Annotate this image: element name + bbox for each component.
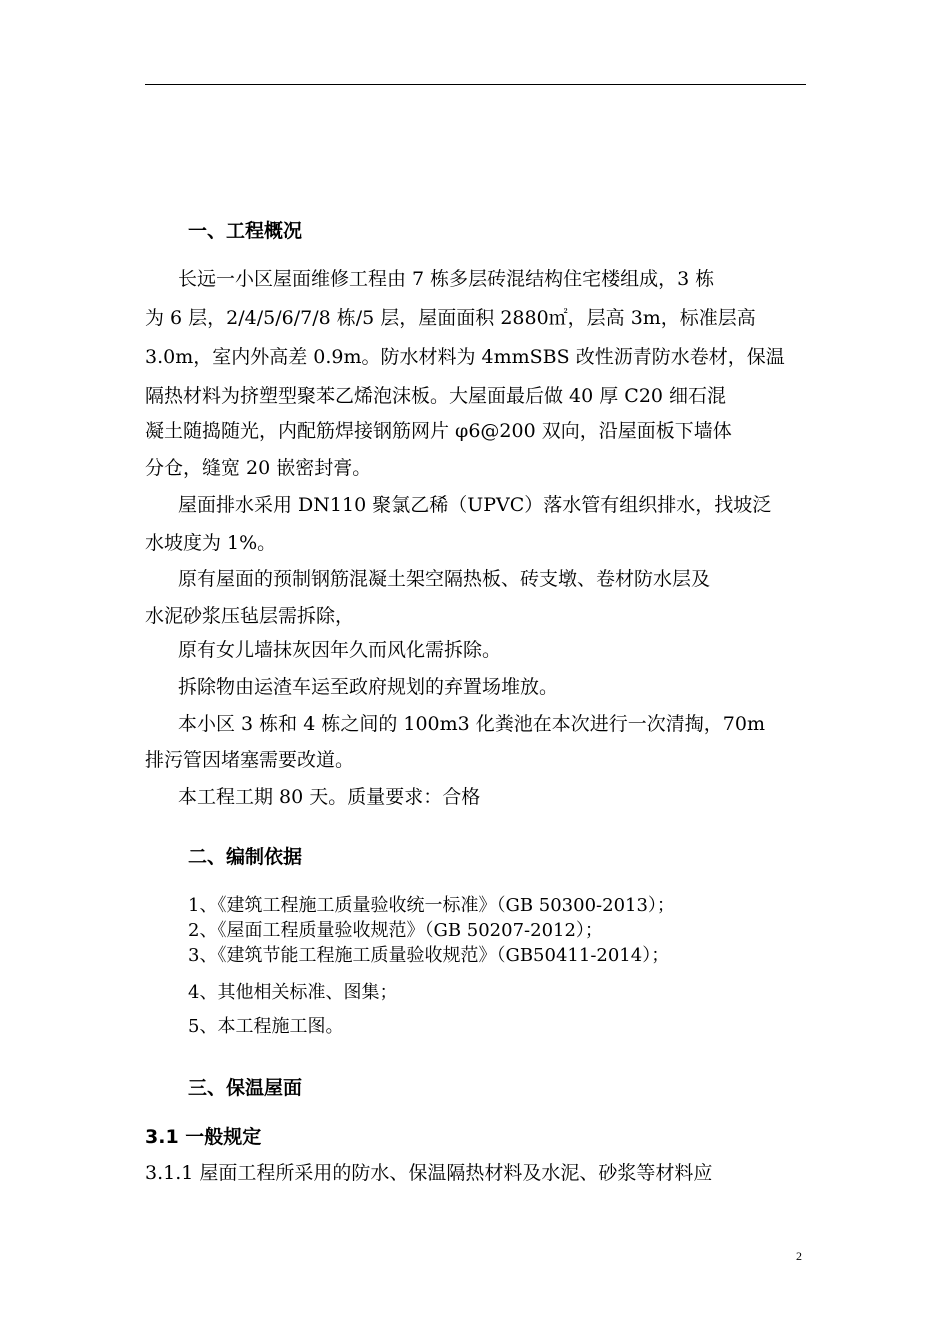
reference-item: 3、《建筑节能工程施工质量验收规范》（GB50411-2014）； — [188, 945, 670, 966]
paragraph-line: 本小区 3 栋和 4 栋之间的 100m3 化粪池在本次进行一次清掏，70m — [178, 713, 765, 735]
paragraph-line: 凝土随捣随光，内配筋焊接钢筋网片 φ6@200 双向，沿屋面板下墙体 — [145, 420, 732, 442]
paragraph-line: 分仓，缝宽 20 嵌密封膏。 — [145, 457, 372, 479]
paragraph-line: 水泥砂浆压毡层需拆除， — [145, 605, 355, 627]
header-rule — [145, 84, 806, 85]
paragraph-line: 为 6 层，2/4/5/6/7/8 栋/5 层，屋面面积 2880㎡，层高 3m，标准层高 — [145, 307, 756, 329]
paragraph-line: 原有屋面的预制钢筋混凝土架空隔热板、砖支墩、卷材防水层及 — [178, 568, 711, 590]
paragraph-line: 原有女儿墙抹灰因年久而风化需拆除。 — [178, 639, 502, 661]
section-3-heading: 三、保温屋面 — [188, 1077, 303, 1099]
reference-item: 5、本工程施工图。 — [188, 1016, 344, 1037]
paragraph-line: 水坡度为 1%。 — [145, 532, 277, 554]
paragraph-line: 隔热材料为挤塑型聚苯乙烯泡沫板。大屋面最后做 40 厚 C20 细石混 — [145, 385, 727, 407]
paragraph-line: 排污管因堵塞需要改道。 — [145, 749, 355, 771]
paragraph-line: 屋面排水采用 DN110 聚氯乙稀（UPVC）落水管有组织排水，找坡泛 — [178, 494, 772, 516]
subsection-heading: 3.1 一般规定 — [145, 1126, 262, 1148]
page-number: 2 — [796, 1249, 802, 1263]
paragraph-line: 长远一小区屋面维修工程由 7 栋多层砖混结构住宅楼组成，3 栋 — [178, 268, 715, 290]
reference-item: 2、《屋面工程质量验收规范》（GB 50207-2012）； — [188, 920, 603, 941]
reference-item: 4、其他相关标准、图集； — [188, 982, 398, 1003]
paragraph-line: 3.0m，室内外高差 0.9m。防水材料为 4mmSBS 改性沥青防水卷材，保温 — [145, 346, 785, 368]
reference-item: 1、《建筑工程施工质量验收统一标准》（GB 50300-2013）； — [188, 895, 675, 916]
section-1-heading: 一、工程概况 — [188, 220, 303, 242]
paragraph-line: 拆除物由运渣车运至政府规划的弃置场堆放。 — [178, 676, 559, 698]
section-2-heading: 二、编制依据 — [188, 846, 303, 868]
paragraph-line: 本工程工期 80 天。质量要求：合格 — [178, 786, 481, 808]
paragraph-line: 3.1.1 屋面工程所采用的防水、保温隔热材料及水泥、砂浆等材料应 — [145, 1162, 713, 1184]
